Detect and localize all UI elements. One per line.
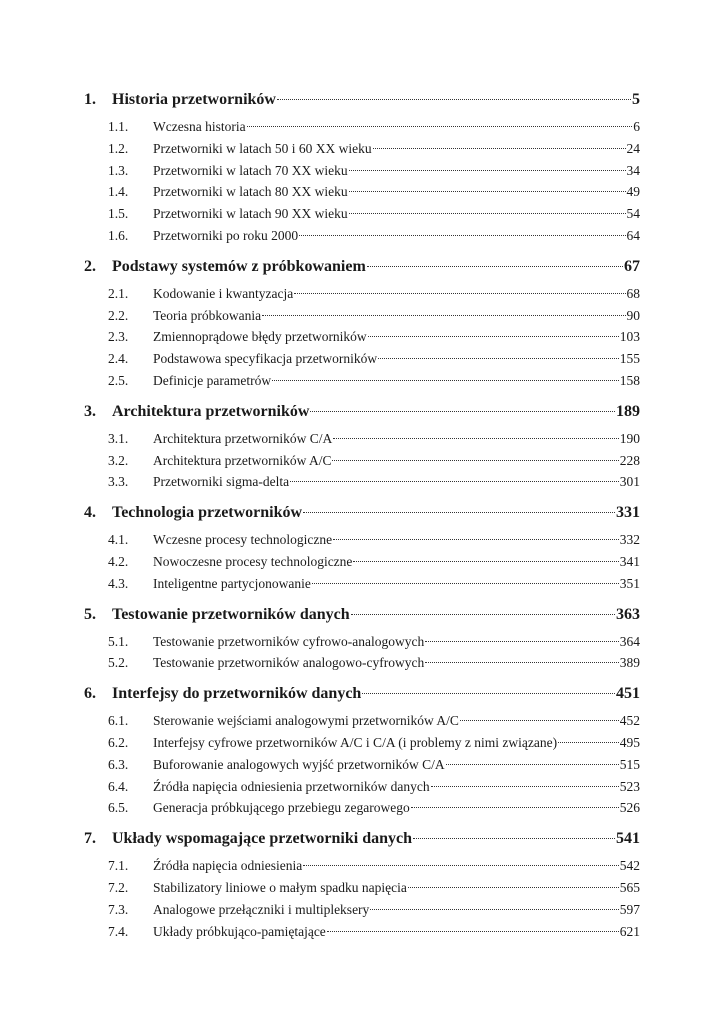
toc-section-entry[interactable] bbox=[84, 551, 640, 573]
chapter-title: Interfejsy do przetworników danych bbox=[112, 685, 362, 703]
section-number: 4.1. bbox=[108, 532, 129, 548]
chapter-spacer bbox=[84, 674, 640, 682]
section-title: Przetworniki sigma-delta bbox=[153, 474, 290, 490]
section-page-number: 495 bbox=[619, 734, 640, 750]
section-title: Układy próbkująco-pamiętające bbox=[153, 923, 326, 939]
section-title: Architektura przetworników C/A bbox=[153, 430, 333, 446]
chapter-title: Układy wspomagające przetworniki danych bbox=[112, 830, 413, 848]
chapter-heading[interactable] bbox=[84, 603, 640, 631]
chapter-page-number: 541 bbox=[616, 830, 640, 848]
chapter-heading[interactable] bbox=[84, 255, 640, 283]
toc-section-entry[interactable] bbox=[84, 138, 640, 160]
chapter-spacer bbox=[84, 493, 640, 501]
section-title: Buforowanie analogowych wyjść przetworników C/A bbox=[153, 756, 445, 772]
section-number: 3.1. bbox=[108, 430, 129, 446]
chapter-number: 4. bbox=[84, 504, 96, 522]
dot-leader bbox=[558, 742, 619, 743]
section-title: Stabilizatory liniowe o małym spadku napięcia bbox=[153, 879, 407, 895]
dot-leader bbox=[353, 561, 618, 562]
chapter-page-number: 331 bbox=[616, 504, 640, 522]
toc-section-entry[interactable] bbox=[84, 899, 640, 921]
section-page-number: 332 bbox=[619, 532, 640, 548]
section-number: 6.4. bbox=[108, 778, 129, 794]
section-title: Inteligentne partycjonowanie bbox=[153, 575, 311, 591]
dot-leader bbox=[303, 865, 619, 866]
section-title: Wczesne procesy technologiczne bbox=[153, 532, 333, 548]
toc-section-entry[interactable] bbox=[84, 631, 640, 653]
section-title: Interfejsy cyfrowe przetworników A/C i C/A (i problemy z nimi związane) bbox=[153, 734, 558, 750]
section-number: 1.4. bbox=[108, 184, 129, 200]
dot-leader bbox=[460, 720, 619, 721]
dot-leader bbox=[277, 99, 631, 100]
dot-leader bbox=[425, 662, 619, 663]
section-page-number: 523 bbox=[619, 778, 640, 794]
toc-section-entry[interactable] bbox=[84, 203, 640, 225]
dot-leader bbox=[370, 909, 618, 910]
chapter-spacer bbox=[84, 392, 640, 400]
chapter-title: Historia przetworników bbox=[112, 91, 276, 108]
toc-section-entry[interactable] bbox=[84, 305, 640, 327]
dot-leader bbox=[373, 148, 626, 149]
toc-section-entry[interactable] bbox=[84, 370, 640, 392]
chapter-number: 2. bbox=[84, 257, 96, 275]
section-title: Testowanie przetworników analogowo-cyfrowych bbox=[153, 655, 425, 671]
toc-section-entry[interactable] bbox=[84, 776, 640, 798]
dot-leader bbox=[272, 380, 619, 381]
section-number: 1.3. bbox=[108, 162, 129, 178]
chapter-page-number: 5 bbox=[632, 91, 640, 108]
section-page-number: 515 bbox=[619, 756, 640, 772]
table-of-contents bbox=[84, 88, 640, 942]
section-number: 3.3. bbox=[108, 474, 129, 490]
toc-section-entry[interactable] bbox=[84, 855, 640, 877]
dot-leader bbox=[349, 170, 626, 171]
section-title: Sterowanie wejściami analogowymi przetworników A/C bbox=[153, 713, 459, 729]
toc-chapter bbox=[84, 827, 640, 942]
section-title: Generacja próbkującego przebiegu zegarowego bbox=[153, 800, 410, 816]
section-number: 6.2. bbox=[108, 734, 129, 750]
toc-section-entry[interactable] bbox=[84, 471, 640, 493]
section-title: Analogowe przełączniki i multipleksery bbox=[153, 901, 370, 917]
section-number: 5.2. bbox=[108, 655, 129, 671]
section-number: 2.2. bbox=[108, 307, 129, 323]
chapter-number: 3. bbox=[84, 402, 96, 420]
section-number: 4.2. bbox=[108, 553, 129, 569]
toc-section-entry[interactable] bbox=[84, 225, 640, 247]
section-title: Kodowanie i kwantyzacja bbox=[153, 285, 294, 301]
toc-chapter bbox=[84, 682, 640, 827]
toc-section-entry[interactable] bbox=[84, 652, 640, 674]
dot-leader bbox=[294, 293, 625, 294]
section-number: 7.3. bbox=[108, 901, 129, 917]
section-page-number: 597 bbox=[619, 901, 640, 917]
toc-chapter bbox=[84, 400, 640, 501]
section-number: 5.1. bbox=[108, 633, 129, 649]
dot-leader bbox=[262, 315, 625, 316]
section-title: Źródła napięcia odniesienia bbox=[153, 858, 303, 874]
chapter-title: Podstawy systemów z próbkowaniem bbox=[112, 257, 366, 275]
toc-chapter bbox=[84, 501, 640, 602]
dot-leader bbox=[349, 213, 626, 214]
section-title: Przetworniki w latach 90 XX wieku bbox=[153, 206, 348, 222]
section-number: 7.4. bbox=[108, 923, 129, 939]
dot-leader bbox=[299, 235, 625, 236]
section-title: Teoria próbkowania bbox=[153, 307, 262, 323]
toc-section-entry[interactable] bbox=[84, 529, 640, 551]
section-page-number: 351 bbox=[619, 575, 640, 591]
section-title: Nowoczesne procesy technologiczne bbox=[153, 553, 353, 569]
section-page-number: 68 bbox=[626, 285, 640, 301]
dot-leader bbox=[411, 807, 619, 808]
chapter-title: Architektura przetworników bbox=[112, 402, 310, 420]
chapter-number: 6. bbox=[84, 685, 96, 703]
section-title: Definicje parametrów bbox=[153, 372, 272, 388]
section-page-number: 190 bbox=[619, 430, 640, 446]
section-title: Przetworniki w latach 80 XX wieku bbox=[153, 184, 348, 200]
chapter-title: Technologia przetworników bbox=[112, 504, 303, 522]
dot-leader bbox=[247, 126, 633, 127]
section-page-number: 49 bbox=[626, 184, 640, 200]
section-page-number: 389 bbox=[619, 655, 640, 671]
dot-leader bbox=[378, 358, 619, 359]
section-number: 2.4. bbox=[108, 351, 129, 367]
dot-leader bbox=[312, 583, 619, 584]
dot-leader bbox=[349, 191, 626, 192]
toc-section-entry[interactable] bbox=[84, 732, 640, 754]
section-number: 6.5. bbox=[108, 800, 129, 816]
section-page-number: 158 bbox=[619, 372, 640, 388]
section-title: Przetworniki po roku 2000 bbox=[153, 227, 299, 243]
toc-section-entry[interactable] bbox=[84, 710, 640, 732]
dot-leader bbox=[332, 460, 618, 461]
chapter-number: 1. bbox=[84, 91, 96, 108]
dot-leader bbox=[351, 614, 615, 615]
toc-chapter bbox=[84, 88, 640, 255]
dot-leader bbox=[408, 887, 619, 888]
section-title: Architektura przetworników A/C bbox=[153, 452, 332, 468]
section-number: 1.1. bbox=[108, 119, 129, 134]
section-number: 1.5. bbox=[108, 206, 129, 222]
toc-section-entry[interactable] bbox=[84, 283, 640, 305]
section-page-number: 64 bbox=[626, 227, 640, 243]
chapter-page-number: 363 bbox=[616, 605, 640, 623]
chapter-spacer bbox=[84, 819, 640, 827]
section-title: Przetworniki w latach 50 i 60 XX wieku bbox=[153, 140, 372, 156]
section-page-number: 452 bbox=[619, 713, 640, 729]
toc-section-entry[interactable] bbox=[84, 428, 640, 450]
toc-section-entry[interactable] bbox=[84, 450, 640, 472]
chapter-page-number: 67 bbox=[624, 257, 640, 275]
section-page-number: 542 bbox=[619, 858, 640, 874]
dot-leader bbox=[303, 512, 615, 513]
section-number: 3.2. bbox=[108, 452, 129, 468]
chapter-heading[interactable] bbox=[84, 88, 640, 116]
toc-section-entry[interactable] bbox=[84, 754, 640, 776]
dot-leader bbox=[310, 411, 615, 412]
chapter-page-number: 451 bbox=[616, 685, 640, 703]
toc-section-entry[interactable] bbox=[84, 573, 640, 595]
dot-leader bbox=[362, 693, 615, 694]
toc-chapter bbox=[84, 603, 640, 683]
section-title: Wczesna historia bbox=[153, 119, 246, 134]
chapter-number: 5. bbox=[84, 605, 96, 623]
toc-section-entry[interactable] bbox=[84, 116, 640, 138]
toc-section-entry[interactable] bbox=[84, 181, 640, 203]
section-page-number: 565 bbox=[619, 879, 640, 895]
section-page-number: 228 bbox=[619, 452, 640, 468]
section-number: 7.2. bbox=[108, 879, 129, 895]
chapter-spacer bbox=[84, 595, 640, 603]
section-page-number: 155 bbox=[619, 351, 640, 367]
section-number: 1.2. bbox=[108, 140, 129, 156]
toc-section-entry[interactable] bbox=[84, 160, 640, 182]
section-number: 1.6. bbox=[108, 227, 129, 243]
dot-leader bbox=[333, 438, 619, 439]
section-title: Źródła napięcia odniesienia przetworników danych bbox=[153, 778, 430, 794]
toc-section-entry[interactable] bbox=[84, 877, 640, 899]
section-page-number: 34 bbox=[626, 162, 640, 178]
toc-section-entry[interactable] bbox=[84, 921, 640, 943]
section-page-number: 341 bbox=[619, 553, 640, 569]
section-number: 6.1. bbox=[108, 713, 129, 729]
section-number: 2.3. bbox=[108, 329, 129, 345]
dot-leader bbox=[290, 481, 619, 482]
section-title: Zmiennoprądowe błędy przetworników bbox=[153, 329, 367, 345]
section-page-number: 54 bbox=[626, 206, 640, 222]
chapter-heading[interactable] bbox=[84, 682, 640, 710]
dot-leader bbox=[425, 641, 619, 642]
toc-section-entry[interactable] bbox=[84, 348, 640, 370]
section-page-number: 24 bbox=[626, 140, 640, 156]
dot-leader bbox=[413, 838, 615, 839]
chapter-heading[interactable] bbox=[84, 501, 640, 529]
dot-leader bbox=[333, 539, 619, 540]
dot-leader bbox=[367, 266, 623, 267]
chapter-heading[interactable] bbox=[84, 827, 640, 855]
section-title: Podstawowa specyfikacja przetworników bbox=[153, 351, 378, 367]
toc-chapter bbox=[84, 255, 640, 400]
section-page-number: 301 bbox=[619, 474, 640, 490]
chapter-page-number: 189 bbox=[616, 402, 640, 420]
section-number: 7.1. bbox=[108, 858, 129, 874]
section-title: Testowanie przetworników cyfrowo-analogowych bbox=[153, 633, 425, 649]
chapter-number: 7. bbox=[84, 830, 96, 848]
section-page-number: 103 bbox=[619, 329, 640, 345]
section-page-number: 364 bbox=[619, 633, 640, 649]
chapter-spacer bbox=[84, 247, 640, 255]
section-page-number: 6 bbox=[633, 119, 640, 134]
section-number: 4.3. bbox=[108, 575, 129, 591]
chapter-heading[interactable] bbox=[84, 400, 640, 428]
section-number: 2.1. bbox=[108, 285, 129, 301]
dot-leader bbox=[327, 931, 619, 932]
toc-section-entry[interactable] bbox=[84, 326, 640, 348]
dot-leader bbox=[431, 786, 619, 787]
dot-leader bbox=[368, 336, 619, 337]
section-page-number: 90 bbox=[626, 307, 640, 323]
chapter-title: Testowanie przetworników danych bbox=[112, 605, 350, 623]
toc-section-entry[interactable] bbox=[84, 797, 640, 819]
section-title: Przetworniki w latach 70 XX wieku bbox=[153, 162, 348, 178]
section-number: 6.3. bbox=[108, 756, 129, 772]
dot-leader bbox=[446, 764, 619, 765]
section-number: 2.5. bbox=[108, 372, 129, 388]
section-page-number: 526 bbox=[619, 800, 640, 816]
section-page-number: 621 bbox=[619, 923, 640, 939]
